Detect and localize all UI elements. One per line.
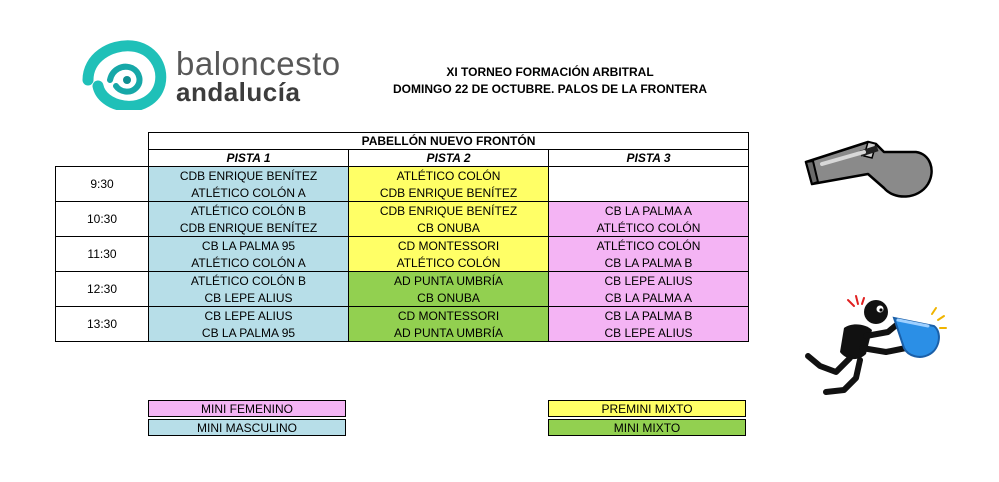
match-home-team: AD PUNTA UMBRÍA [349, 272, 549, 290]
time-slot-row [56, 307, 749, 325]
court-header-2: PISTA 2 [349, 150, 549, 167]
referee-figure-icon [800, 292, 950, 402]
legend-premini-mixto: PREMINI MIXTO [548, 400, 746, 417]
logo-text-line1: baloncesto [176, 45, 341, 82]
logo-text-line2: andalucía [176, 77, 301, 107]
match-home-team: ATLÉTICO COLÓN [549, 237, 749, 255]
match-home-team: CB LEPE ALIUS [149, 307, 349, 325]
match-away-team: CDB ENRIQUE BENÍTEZ [349, 184, 549, 202]
match-away-team: CDB ENRIQUE BENÍTEZ [149, 219, 349, 237]
slot-time: 12:30 [56, 272, 149, 307]
match-away-team: CB ONUBA [349, 219, 549, 237]
match-home-team: CB LEPE ALIUS [549, 272, 749, 290]
corner-blank [56, 150, 149, 167]
venue-row [56, 133, 749, 150]
schedule-body [56, 167, 749, 342]
time-slot-row-second [56, 184, 749, 202]
match-home-team: CDB ENRIQUE BENÍTEZ [149, 167, 349, 185]
match-away-team: ATLÉTICO COLÓN [549, 219, 749, 237]
match-away-team: ATLÉTICO COLÓN [349, 254, 549, 272]
logo-swirl-icon [80, 40, 170, 110]
match-home-team: CB LA PALMA A [549, 202, 749, 220]
time-slot-row-second [56, 219, 749, 237]
slot-time: 10:30 [56, 202, 149, 237]
legend-mini-mixto: MINI MIXTO [548, 419, 746, 436]
slot-time: 9:30 [56, 167, 149, 202]
page-title: XI TORNEO FORMACIÓN ARBITRAL [446, 65, 654, 79]
court-header-1: PISTA 1 [149, 150, 349, 167]
match-away-team: CB LEPE ALIUS [149, 289, 349, 307]
time-slot-row [56, 202, 749, 220]
legend-mini-femenino: MINI FEMENINO [148, 400, 346, 417]
time-slot-row-second [56, 289, 749, 307]
match-away-team [549, 184, 749, 202]
time-slot-row [56, 167, 749, 185]
match-away-team: CB LA PALMA B [549, 254, 749, 272]
slot-time: 11:30 [56, 237, 149, 272]
match-home-team: ATLÉTICO COLÓN [349, 167, 549, 185]
slot-time: 13:30 [56, 307, 149, 342]
venue-header: PABELLÓN NUEVO FRONTÓN [149, 133, 749, 150]
whistle-icon [798, 130, 938, 205]
time-slot-row-second [56, 324, 749, 342]
match-home-team: CD MONTESSORI [349, 237, 549, 255]
match-home-team: ATLÉTICO COLÓN B [149, 202, 349, 220]
match-away-team: ATLÉTICO COLÓN A [149, 254, 349, 272]
brand-logo [80, 40, 340, 110]
match-home-team: CB LA PALMA 95 [149, 237, 349, 255]
time-slot-row [56, 272, 749, 290]
time-slot-row-second [56, 254, 749, 272]
court-header-3: PISTA 3 [549, 150, 749, 167]
match-home-team: ATLÉTICO COLÓN B [149, 272, 349, 290]
match-away-team: CB ONUBA [349, 289, 549, 307]
match-away-team: CB LEPE ALIUS [549, 324, 749, 342]
match-home-team: CB LA PALMA B [549, 307, 749, 325]
match-away-team: CB LA PALMA A [549, 289, 749, 307]
match-home-team: CDB ENRIQUE BENÍTEZ [349, 202, 549, 220]
match-away-team: ATLÉTICO COLÓN A [149, 184, 349, 202]
schedule-table [55, 132, 749, 342]
time-slot-row [56, 237, 749, 255]
match-away-team: AD PUNTA UMBRÍA [349, 324, 549, 342]
match-home-team: CD MONTESSORI [349, 307, 549, 325]
match-away-team: CB LA PALMA 95 [149, 324, 349, 342]
corner-blank [56, 133, 149, 150]
page-subtitle: DOMINGO 22 DE OCTUBRE. PALOS DE LA FRONTERA [392, 82, 707, 96]
match-home-team [549, 167, 749, 185]
legend-mini-masculino: MINI MASCULINO [148, 419, 346, 436]
courts-row [56, 150, 749, 167]
